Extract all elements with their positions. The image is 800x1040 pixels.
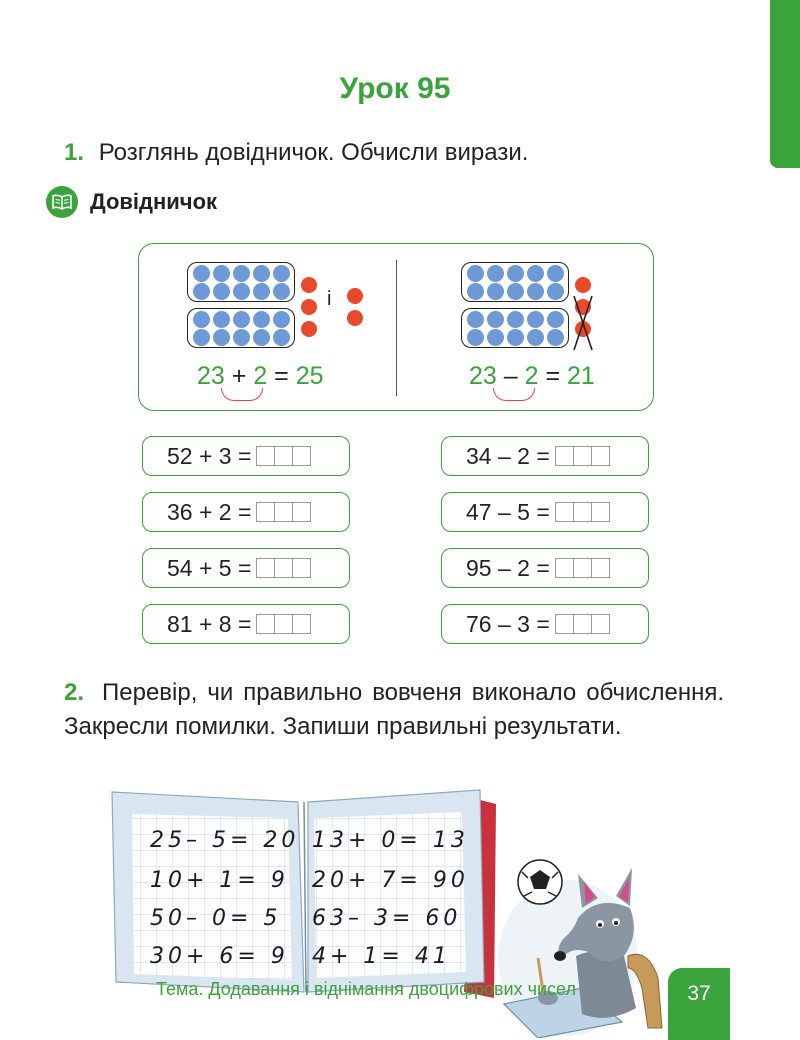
exercise-box: 52 + 3 = xyxy=(142,436,350,476)
exercise-box: 47 – 5 = xyxy=(441,492,649,532)
task-1 xyxy=(64,136,724,170)
unit-dot xyxy=(301,321,317,337)
reference-divider xyxy=(396,260,397,396)
task-1-number: 1. xyxy=(64,139,85,166)
answer-cells[interactable] xyxy=(257,446,311,466)
answer-cells[interactable] xyxy=(556,614,610,634)
open-book-icon xyxy=(46,186,78,218)
unit-dot xyxy=(301,277,317,293)
notebook-illustration xyxy=(108,786,500,1010)
unit-dot xyxy=(575,277,591,293)
page-number: 37 xyxy=(668,968,730,1040)
reference-equation-subtract: 23 – 2 = 21 xyxy=(469,362,595,390)
exercise-box: 34 – 2 = xyxy=(441,436,649,476)
footer-topic: Тема. Додавання і віднімання двоцифрових чисел xyxy=(156,979,576,999)
task-2 xyxy=(64,676,724,744)
lesson-title: Урок 95 xyxy=(339,72,451,105)
reference-box xyxy=(138,243,654,411)
notebook-line: 10+ 1= 9 xyxy=(150,868,289,893)
wolf-cub-illustration xyxy=(498,838,678,1038)
notebook-line: 63– 3= 60 xyxy=(312,906,462,931)
exercise-box: 95 – 2 = xyxy=(441,548,649,588)
exercise-box: 76 – 3 = xyxy=(441,604,649,644)
unit-dot xyxy=(301,299,317,315)
task-2-text: Перевір, чи правильно вовченя виконало обчислення. Закресли помилки. Запиши правильні результати. xyxy=(64,679,724,740)
answer-cells[interactable] xyxy=(257,558,311,578)
notebook-line: 13+ 0= 13 xyxy=(312,828,469,853)
unit-dot xyxy=(347,310,363,326)
answer-cells[interactable] xyxy=(556,502,610,522)
unit-dot xyxy=(347,288,363,304)
notebook-line: 20+ 7= 90 xyxy=(312,868,469,893)
answer-cells[interactable] xyxy=(556,446,610,466)
exercise-box: 36 + 2 = xyxy=(142,492,350,532)
notebook-line: 4+ 1= 41 xyxy=(312,944,451,969)
reference-equation-add: 23 + 2 = 25 xyxy=(197,362,324,390)
exercise-box: 54 + 5 = xyxy=(142,548,350,588)
task-2-number: 2. xyxy=(64,679,85,706)
notebook-line: 25– 5= 20 xyxy=(150,828,300,853)
answer-cells[interactable] xyxy=(257,502,311,522)
notebook-line: 30+ 6= 9 xyxy=(150,944,289,969)
tens-tray xyxy=(187,308,295,348)
answer-cells[interactable] xyxy=(556,558,610,578)
connection-arc xyxy=(493,388,535,401)
cross-out-icon xyxy=(572,294,594,352)
tens-tray xyxy=(461,308,569,348)
answer-cells[interactable] xyxy=(257,614,311,634)
reference-heading xyxy=(46,186,217,218)
notebook-line: 50– 0= 5 xyxy=(150,906,282,931)
connection-arc xyxy=(221,388,263,401)
tens-tray xyxy=(187,262,295,302)
tens-tray xyxy=(461,262,569,302)
reference-title: Довідничок xyxy=(90,189,218,214)
task-1-text: Розглянь довідничок. Обчисли вирази. xyxy=(98,139,529,166)
and-word: і xyxy=(327,288,332,310)
exercise-box: 81 + 8 = xyxy=(142,604,350,644)
